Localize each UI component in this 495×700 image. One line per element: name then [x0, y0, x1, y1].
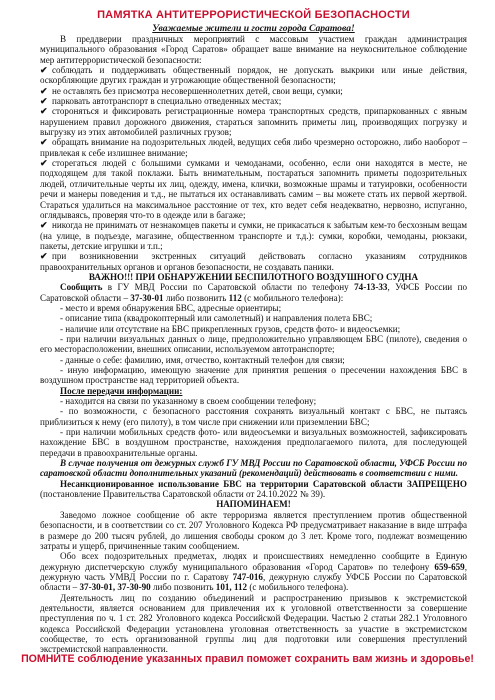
checklist-item: ✔ сторегаться людей с большими сумками и чемоданами, особенно, если они находятся в месте, не подходящем для такой поклажи. Быть внимательным, постараться запомнить приметы подозрительных людей, отличительные черты их лиц, одежду, имена, клички, возможные шрамы и татуировки, особенности речи и манеры поведения и т.д., не пытаться их останавливать самим – вы можете стать их первой жертвой. Стараться удалиться на максимальное расстояние от тех, кто ведет себя неадекватно, нервозно, испуганно, оглядываясь, проверяя что-то в одежде или в багаже;: [40, 158, 467, 220]
checklist-item: ✔ стороняться и фиксировать регистрационные номера транспортных средств, припаркованных с явным нарушением правил дорожного движения, стараться запомнить приметы лиц, производящих погрузку и выгрузку из этих автомобилей различных грузов;: [40, 106, 467, 138]
checkmark-icon: ✔: [40, 106, 48, 117]
checkmark-icon: ✔: [40, 220, 48, 231]
phone-number: 74-13-33: [354, 282, 388, 293]
uav-detail-item: - данные о себе: фамилию, имя, отчество, контактный телефон для связи;: [60, 354, 345, 365]
phone-number: 37-30-01: [130, 292, 164, 303]
uav-detail-item: - описание типа (квадрокоптерный или самолетный) и направления полета БВС;: [60, 313, 373, 324]
checkmark-icon: ✔: [40, 65, 48, 76]
uav-detail-item: - иную информацию, имеющую значение для принятия решения о пресечении нахождения БВС в воздушном пространстве над территорией объекта.: [40, 365, 467, 386]
checkmark-icon: ✔: [40, 137, 48, 148]
instructions-paragraph: В случае получения от дежурных служб ГУ МВД России по Саратовской области, УФСБ России по саратовской области дополнительных указаний (рекомендаций) действовать в соответствии с ними.: [40, 458, 467, 479]
false-report-paragraph: Заведомо ложное сообщение об акте терроризма является преступлением против общественной безопасности, и в соответствии со ст. 207 Уголовного Кодекса РФ предусматривает наказание в виде штрафа в размере до 200 тысяч рублей, до лишения свободы сроком до 3 лет. Кроме того, подлежат возмещению затраты и ущерб, причиненные таким сообщением.: [40, 509, 467, 551]
checklist-item: ✔ никогда не принимать от незнакомцев пакеты и сумки, не прикасаться к забытым кем-то бесхозным вещам (на улице, в подъезде, магазине, общественном транспорте и т.д.): сумки, коробки, чемоданы, рюкзаки, пакеты, детские игрушки и т.п.;: [40, 220, 467, 251]
uav-detail-item: - при наличии визуальных данных о лице, предположительно управляющем БВС (пилоте), сведения о его месторасположении, внешних описании, используемом автотранспорте;: [40, 333, 467, 355]
phone-number: 101, 112: [215, 582, 248, 593]
checkmark-icon: ✔: [40, 251, 48, 262]
extremism-paragraph: Деятельность лиц по созданию объединений и распространению призывов к экстремистской деятельности, является основанием для привлечения их к уголовной ответственности за совершение преступления по ч. 1 ст. 282 Уголовного кодекса Российской Федерации. Частью 2 статьи 282.1 Уголовного кодекса Российской Федерации установлена уголовная ответственность за участие в экстремистском сообществе, то есть организованной группы лиц для подготовки или совершения преступлений экстремистской направленности.: [40, 592, 467, 655]
intro-paragraph: В преддверии праздничных мероприятий с массовым участием граждан администрация муниципального образования «Город Саратов» обращает ваше внимание на неукоснительное соблюдение мер антитеррористической безопасности:: [40, 34, 467, 65]
checkmark-icon: ✔: [40, 96, 48, 107]
after-report-heading: После передачи информации:: [60, 385, 183, 396]
memo-title: ПАМЯТКА АНТИТЕРРОРИСТИЧЕСКОЙ БЕЗОПАСНОСТИ: [97, 9, 410, 21]
footer-reminder: ПОМНИТЕ соблюдение указанных правил поможет сохранить вам жизнь и здоровье!: [21, 653, 474, 665]
checkmark-icon: ✔: [40, 85, 48, 96]
memo-subtitle: Уважаемые жители и гости города Саратова!: [152, 23, 355, 34]
phone-number: 37-30-01, 37-30-90: [79, 582, 151, 593]
uav-detail-item: - наличие или отсутствие на БВС прикрепленных грузов, средств фото- и видеосъемки;: [60, 323, 401, 334]
checkmark-icon: ✔: [40, 158, 48, 169]
checklist-item: ✔ парковать автотранспорт в специально отведенных местах;: [40, 96, 282, 107]
phone-number: 747-016: [232, 571, 263, 582]
uav-report-paragraph: Сообщить в ГУ МВД России по Саратовской области по телефону 74-13-33, УФСБ России по Саратовской области – 37-30-01 либо позвонить 112 (с мобильного телефона):: [40, 282, 467, 303]
after-report-item: - по возможности, с безопасного расстояния сохранять визуальный контакт с БВС, не пытаясь приблизиться к нему (его пилоту), в том числе при снижении или приземлении БВС;: [40, 406, 467, 427]
ban-paragraph: Несанкционированное использование БВС на территории Саратовской области ЗАПРЕЩЕНО (постановление Правительства Саратовской области от 24.10.2022 № 39).: [40, 478, 467, 500]
uav-heading: ВАЖНО!!! ПРИ ОБНАРУЖЕНИИ БЕСПИЛОТНОГО ВОЗДУШНОГО СУДНА: [88, 271, 419, 282]
checklist-item: ✔ обращать внимание на подозрительных людей, ведущих себя либо чрезмерно осторожно, либо наоборот – привлекая к себе излишнее внимание;: [40, 137, 467, 158]
checklist-item: ✔ соблюдать и поддерживать общественный порядок, не допускать выкрики или иные действия, оскорбляющие других граждан и угрожающие общественной безопасности;: [40, 65, 467, 86]
after-report-item: - находится на связи по указанному в своем сообщении телефону;: [60, 396, 317, 407]
uav-detail-item: - место и время обнаружения БВС, адресные ориентиры;: [60, 302, 282, 313]
checklist-item: ✔ не оставлять без присмотра несовершеннолетних детей, свои вещи, сумки;: [40, 85, 343, 96]
contacts-paragraph: Обо всех подозрительных предметах, людях и происшествиях немедленно сообщите в Единую дежурную диспетчерскую службу муниципального образования «Город Саратов» по телефону 659-659, дежурную часть УМВД России по г. Саратову 747-016, дежурную службу УФСБ России по Саратовской области – 37-30-01, 37-30-90 либо позвонить 101, 112 (с мобильного телефона).: [40, 551, 467, 593]
checklist-item: ✔ при возникновении экстренных ситуаций действовать согласно указаниям сотрудников правоохранительных органов и органов безопасности, не создавать паники.: [40, 251, 467, 272]
phone-number: 112: [228, 292, 242, 303]
remind-heading: НАПОМИНАЕМ!: [216, 499, 291, 510]
phone-number: 659-659: [434, 561, 465, 572]
after-report-item: - при наличии мобильных средств фото- или видеосъемки и визуальных возможностей, зафиксировать нахождение БВС в воздушном пространстве, нахождения предполагаемого пилота, для последующей передачи в правоохранительные органы.: [40, 427, 467, 458]
